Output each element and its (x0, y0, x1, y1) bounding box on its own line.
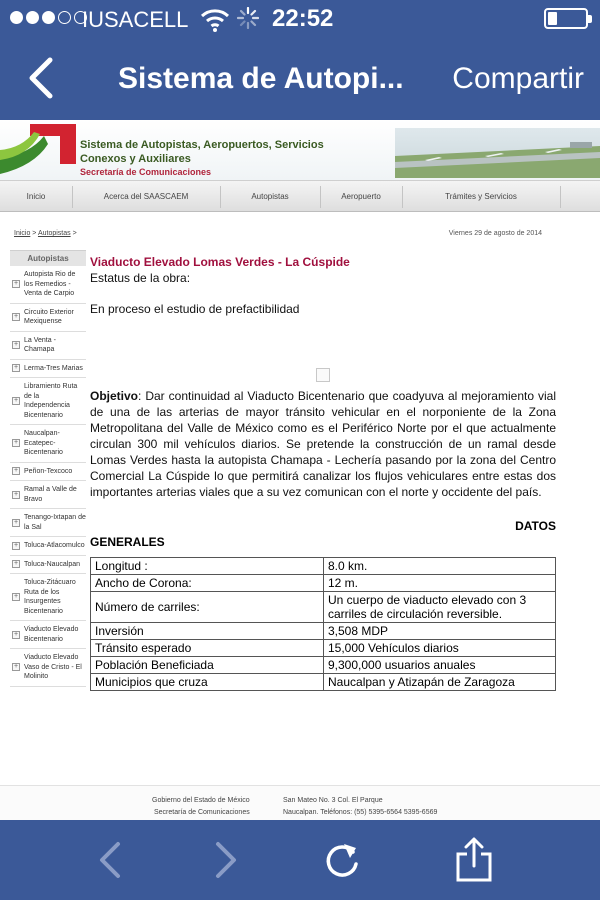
table-row: Inversión 3,508 MDP (91, 623, 556, 640)
activity-spinner-icon (237, 7, 259, 29)
expand-plus-icon: + (13, 560, 19, 568)
datos-label: DATOS (515, 519, 556, 533)
main-menu (0, 180, 600, 212)
back-arrow-icon[interactable] (88, 836, 132, 884)
expand-plus-icon: + (13, 518, 19, 526)
article (90, 255, 556, 689)
table-row: Tránsito esperado 15,000 Vehículos diarios (91, 640, 556, 657)
expand-plus-icon: + (13, 490, 19, 498)
table-row: Población Beneficiada 9,300,000 usuarios anuales (91, 657, 556, 674)
sidebar-item[interactable]: + Toluca-Naucalpan (10, 556, 86, 575)
navigation-bar (0, 38, 600, 120)
sidebar-item[interactable]: + Toluca-Zitácuaro Ruta de los Insurgentes Bicentenario (10, 574, 86, 621)
sidebar-item[interactable]: + Viaducto Elevado Bicentenario (10, 621, 86, 649)
status-label: Estatus de la obra: (90, 271, 191, 285)
expand-plus-icon: + (13, 364, 19, 372)
expand-plus-icon: + (13, 341, 19, 348)
menu-aeropuerto[interactable]: Aeropuerto (341, 192, 381, 201)
expand-plus-icon: + (13, 397, 19, 404)
table-row: Número de carriles: Un cuerpo de viaducto elevado con 3 carriles de circulación reversible. (91, 592, 556, 623)
expand-plus-icon: + (13, 663, 19, 671)
sidebar-item[interactable]: + Tenango-Ixtapan de la Sal (10, 509, 86, 537)
footer-address1: San Mateo No. 3 Col. El Parque (283, 797, 383, 804)
table-row: Longitud : 8.0 km. (91, 558, 556, 575)
expand-plus-icon: + (13, 593, 19, 600)
footer-address2: Naucalpan. Teléfonos: (55) 5395-6564 5395-6569 (283, 809, 438, 816)
banner-subtitle: Secretaría de Comunicaciones (80, 167, 212, 177)
broken-image-placeholder (316, 368, 330, 382)
expand-plus-icon: + (13, 313, 19, 320)
generales-label: GENERALES (90, 535, 165, 549)
sidebar-item[interactable]: + Ramal a Valle de Bravo (10, 481, 86, 509)
objective-paragraph: Objetivo: Dar continuidad al Viaducto Bicentenario que coadyuva al mejoramiento vial de una de las arterias de mayor tránsito vehicular en el norponiente de la Zona Metropolitana del Valle de México como es el Periférico Norte por el que actualmente circulan 300 mil vehículos diarios. Se pretende la construcción de un ramal desde Lomas Verdes hasta la autopista Chamapa - Lechería pasando por la zona del Centro Comercial La Cúspide lo que permitirá canalizar los flujos vehiculares entre estas dos importantes arterias viales que a su vez comunican con el norte y occidente del país. (90, 389, 556, 499)
airport-photo (395, 128, 600, 178)
reload-icon[interactable] (320, 836, 364, 884)
sidebar-item[interactable]: + Circuito Exterior Mexiquense (10, 304, 86, 332)
bottom-toolbar (0, 820, 600, 900)
sidebar-item[interactable]: + La Venta - Chamapa (10, 332, 86, 360)
menu-acerca[interactable]: Acerca del SAASCAEM (103, 192, 189, 201)
menu-autopistas[interactable]: Autopistas (251, 192, 289, 201)
sidebar-item[interactable]: + Autopista Rio de los Remedios - Venta de Carpio (10, 266, 86, 304)
back-chevron-icon[interactable] (26, 56, 56, 100)
footer-line1: Gobierno del Estado de México (152, 797, 250, 804)
status-value: En proceso el estudio de prefactibilidad (90, 302, 300, 316)
clock: 22:52 (272, 5, 334, 32)
sidebar-item[interactable]: + Naucalpan-Ecatepec-Bicentenario (10, 425, 86, 463)
sidebar-item[interactable]: + Lerma-Tres Marias (10, 360, 86, 379)
expand-plus-icon: + (13, 630, 19, 638)
breadcrumb: Inicio > Autopistas > (14, 230, 77, 237)
breadcrumb-section-link[interactable]: Autopistas (37, 230, 71, 237)
wifi-icon (200, 5, 230, 33)
page-title: Sistema de Autopi... (118, 62, 404, 95)
carrier-label: IUSACELL (82, 7, 189, 32)
expand-plus-icon: + (13, 467, 19, 475)
data-table (90, 557, 556, 691)
sidebar-heading: Autopistas (10, 250, 86, 266)
table-row: Municipios que cruza Naucalpan y Atizapán de Zaragoza (91, 674, 556, 691)
saascaem-logo (0, 124, 76, 176)
menu-inicio[interactable]: Inicio (26, 192, 46, 201)
expand-plus-icon: + (13, 541, 19, 549)
table-row: Ancho de Corona: 12 m. (91, 575, 556, 592)
sidebar-item[interactable]: + Libramiento Ruta de la Independencia Bicentenario (10, 378, 86, 425)
sidebar-item[interactable]: + Peñon-Texcoco (10, 463, 86, 482)
share-action-icon[interactable] (452, 836, 496, 884)
web-page (0, 120, 600, 820)
page-date: Viernes 29 de agosto de 2014 (448, 230, 542, 237)
breadcrumb-home-link[interactable]: Inicio (14, 230, 31, 237)
menu-tramites[interactable]: Trámites y Servicios (445, 192, 517, 201)
sidebar-item[interactable]: + Viaducto Elevado Vaso de Cristo - El Molinito (10, 649, 86, 687)
ios-header (0, 0, 600, 120)
battery-icon (544, 8, 588, 29)
signal-dots-icon (10, 11, 87, 24)
banner-title: Sistema de Autopistas, Aeropuertos, Servicios Conexos y Auxiliares (80, 139, 324, 165)
sidebar (10, 250, 86, 687)
status-bar (0, 0, 600, 38)
forward-arrow-icon[interactable] (204, 836, 248, 884)
expand-plus-icon: + (13, 280, 19, 288)
site-banner (0, 120, 600, 180)
site-footer (0, 785, 600, 820)
footer-line2: Secretaría de Comunicaciones (154, 809, 250, 816)
expand-plus-icon: + (13, 439, 19, 447)
share-button[interactable]: Compartir (452, 62, 584, 95)
sidebar-item[interactable]: + Toluca-Atlacomulco (10, 537, 86, 556)
article-title: Viaducto Elevado Lomas Verdes - La Cúspide (90, 255, 350, 269)
